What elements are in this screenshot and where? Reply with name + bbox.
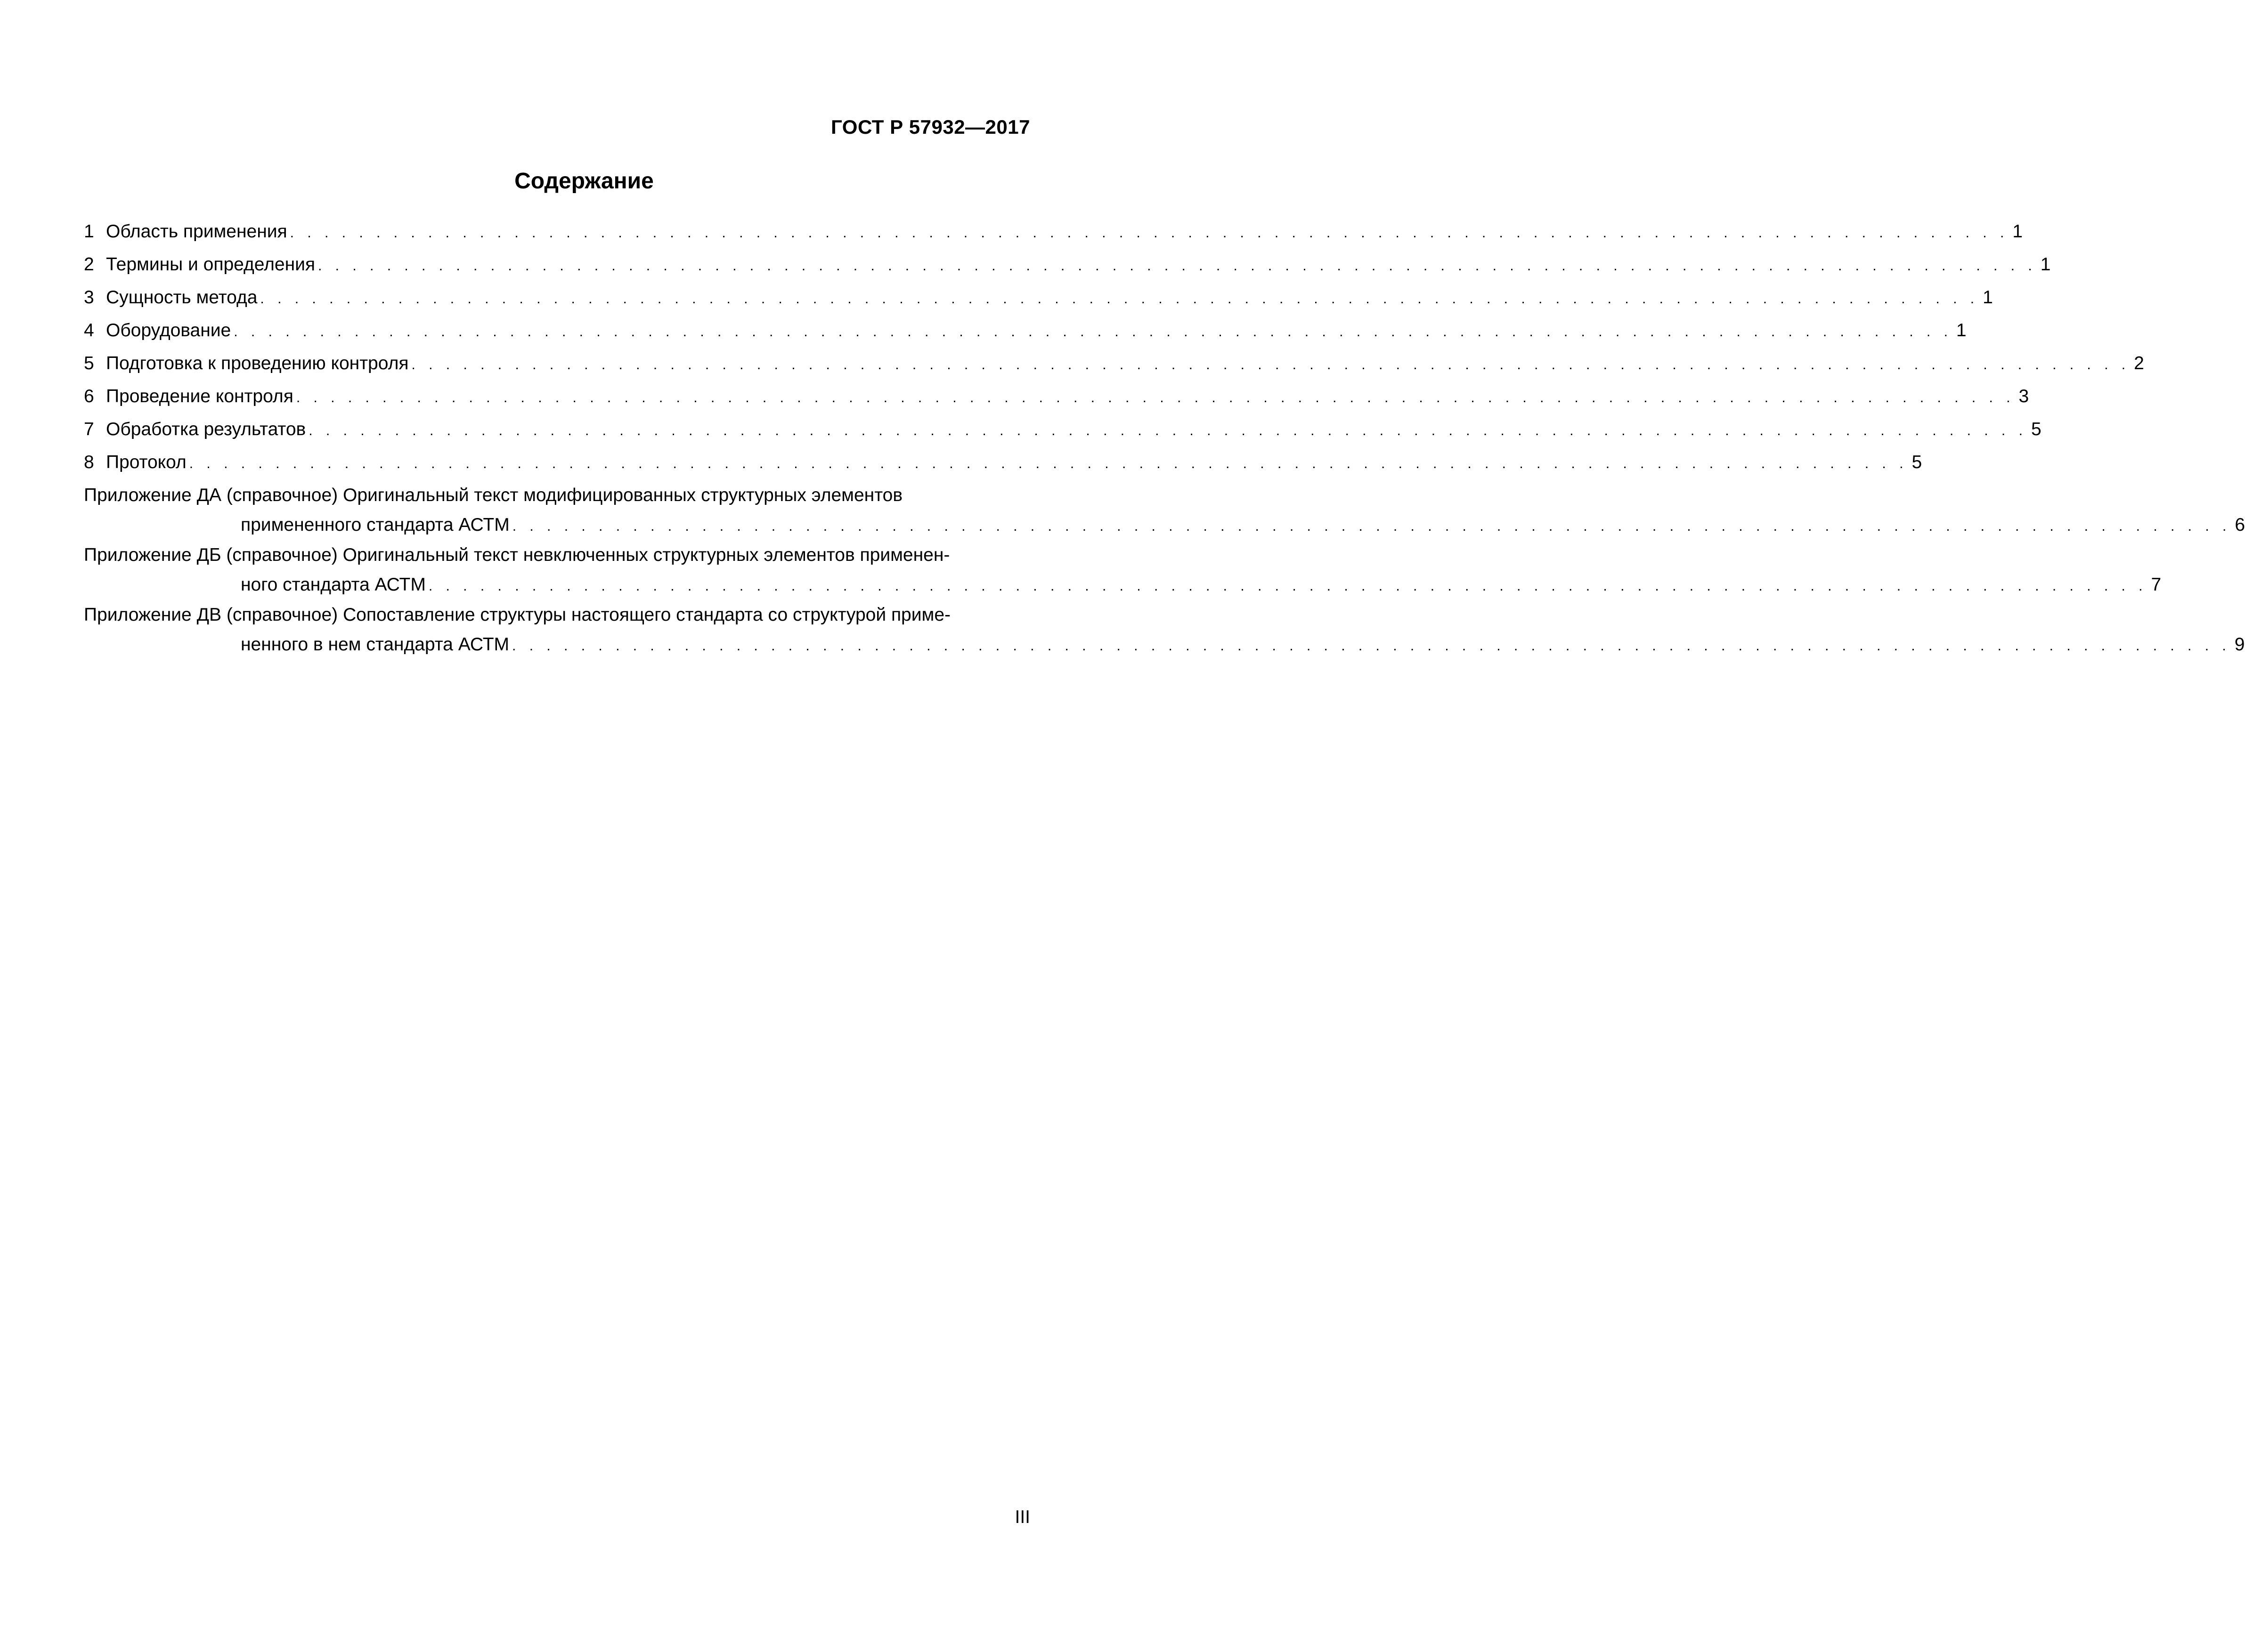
toc-entry-page: 9: [2234, 634, 2245, 655]
toc-entry-page: 5: [2031, 419, 2042, 439]
toc-entry-testing[interactable]: [84, 385, 2029, 409]
toc-entry-title: Подготовка к проведению контроля: [106, 353, 409, 373]
toc-entry-results[interactable]: [84, 418, 2042, 442]
toc-entry-equipment[interactable]: [84, 319, 1967, 343]
dot-leader: . . . . . . . . . . . . . . . . . . . . . . . . . . . . . . . . . . . . . . . . . . . . . . . . . . . . . . . . . . . . . . . . . . . . . . . . . . . . . . . . . . . . . . . . . . . . . . . . . . . .: [512, 518, 2231, 534]
toc-entry-page: 5: [1912, 452, 1922, 472]
toc-entry-page: 1: [1983, 287, 1993, 308]
toc-entry-title: Оборудование: [106, 320, 231, 340]
toc-entry-title: Термины и определения: [106, 254, 316, 275]
toc-entry-number: 7: [84, 419, 94, 439]
dot-leader: . . . . . . . . . . . . . . . . . . . . . . . . . . . . . . . . . . . . . . . . . . . . . . . . . . . . . . . . . . . . . . . . . . . . . . . . . . . . . . . . . . . . . . . . . . . . . . . . . . . .: [260, 291, 1979, 307]
toc-entry-preparation[interactable]: [84, 352, 2144, 376]
appendix-title-line1: Приложение ДА (справочное) Оригинальный текст модифицированных структурных элементов: [84, 485, 903, 505]
document-code-header: ГОСТ Р 57932—2017: [831, 116, 1030, 138]
toc-entry-page: 7: [2151, 575, 2162, 595]
toc-entry-title: Проведение контроля: [106, 386, 293, 406]
toc-entry-title: Сущность метода: [106, 287, 258, 308]
toc-entry-terms[interactable]: [84, 253, 2051, 277]
toc-entry-number: 6: [84, 386, 94, 406]
toc-entry-appendix-dv[interactable]: [84, 604, 2245, 657]
toc-entry-method[interactable]: [84, 286, 1993, 310]
appendix-title-line2: примененного стандарта АСТМ: [241, 515, 510, 535]
contents-heading: Содержание: [514, 169, 654, 194]
toc-entry-page: 3: [2018, 386, 2029, 406]
toc-entry-number: 4: [84, 320, 94, 340]
dot-leader: . . . . . . . . . . . . . . . . . . . . . . . . . . . . . . . . . . . . . . . . . . . . . . . . . . . . . . . . . . . . . . . . . . . . . . . . . . . . . . . . . . . . . . . . . . . . . . . . . . . .: [512, 638, 2231, 654]
dot-leader: . . . . . . . . . . . . . . . . . . . . . . . . . . . . . . . . . . . . . . . . . . . . . . . . . . . . . . . . . . . . . . . . . . . . . . . . . . . . . . . . . . . . . . . . . . . . . . . . . . . .: [234, 324, 1952, 340]
toc-entry-number: 2: [84, 254, 94, 275]
toc-entry-scope[interactable]: [84, 220, 2023, 244]
appendix-title-line1: Приложение ДБ (справочное) Оригинальный текст невключенных структурных элементов применен-: [84, 545, 950, 565]
toc-entry-page: 6: [2235, 515, 2245, 535]
dot-leader: . . . . . . . . . . . . . . . . . . . . . . . . . . . . . . . . . . . . . . . . . . . . . . . . . . . . . . . . . . . . . . . . . . . . . . . . . . . . . . . . . . . . . . . . . . . . . . . . . . . .: [189, 456, 1908, 471]
toc-entry-title: Область применения: [106, 221, 287, 242]
toc-entry-page: 2: [2134, 353, 2144, 373]
toc-entry-page: 1: [1956, 320, 1967, 340]
dot-leader: . . . . . . . . . . . . . . . . . . . . . . . . . . . . . . . . . . . . . . . . . . . . . . . . . . . . . . . . . . . . . . . . . . . . . . . . . . . . . . . . . . . . . . . . . . . . . . . . . . . .: [309, 423, 2027, 438]
page-number: III: [1015, 1507, 1030, 1527]
toc-entry-report[interactable]: [84, 451, 1922, 475]
toc-entry-number: 1: [84, 221, 94, 242]
toc-entry-number: 8: [84, 452, 94, 472]
toc-entry-appendix-db[interactable]: [84, 544, 2162, 598]
appendix-title-line2: ненного в нем стандарта АСТМ: [241, 634, 510, 655]
dot-leader: . . . . . . . . . . . . . . . . . . . . . . . . . . . . . . . . . . . . . . . . . . . . . . . . . . . . . . . . . . . . . . . . . . . . . . . . . . . . . . . . . . . . . . . . . . . . . . . . . . . .: [296, 390, 2015, 405]
toc-entry-title: Обработка результатов: [106, 419, 306, 439]
table-of-contents: [84, 220, 2245, 664]
toc-entry-page: 1: [2040, 254, 2051, 275]
toc-entry-page: 1: [2012, 221, 2023, 242]
dot-leader: . . . . . . . . . . . . . . . . . . . . . . . . . . . . . . . . . . . . . . . . . . . . . . . . . . . . . . . . . . . . . . . . . . . . . . . . . . . . . . . . . . . . . . . . . . . . . . . . . . . .: [411, 357, 2131, 373]
toc-entry-appendix-da[interactable]: [84, 484, 2245, 538]
toc-entry-number: 3: [84, 287, 94, 308]
appendix-title-line1: Приложение ДВ (справочное) Сопоставление структуры настоящего стандарта со структурой приме-: [84, 605, 951, 625]
dot-leader: . . . . . . . . . . . . . . . . . . . . . . . . . . . . . . . . . . . . . . . . . . . . . . . . . . . . . . . . . . . . . . . . . . . . . . . . . . . . . . . . . . . . . . . . . . . . . . . . . . . .: [428, 578, 2147, 594]
dot-leader: . . . . . . . . . . . . . . . . . . . . . . . . . . . . . . . . . . . . . . . . . . . . . . . . . . . . . . . . . . . . . . . . . . . . . . . . . . . . . . . . . . . . . . . . . . . . . . . . . . . .: [318, 258, 2037, 274]
dot-leader: . . . . . . . . . . . . . . . . . . . . . . . . . . . . . . . . . . . . . . . . . . . . . . . . . . . . . . . . . . . . . . . . . . . . . . . . . . . . . . . . . . . . . . . . . . . . . . . . . . . .: [290, 225, 2009, 241]
toc-entry-title: Протокол: [106, 452, 187, 472]
appendix-title-line2: ного стандарта АСТМ: [241, 575, 426, 595]
toc-entry-number: 5: [84, 353, 94, 373]
